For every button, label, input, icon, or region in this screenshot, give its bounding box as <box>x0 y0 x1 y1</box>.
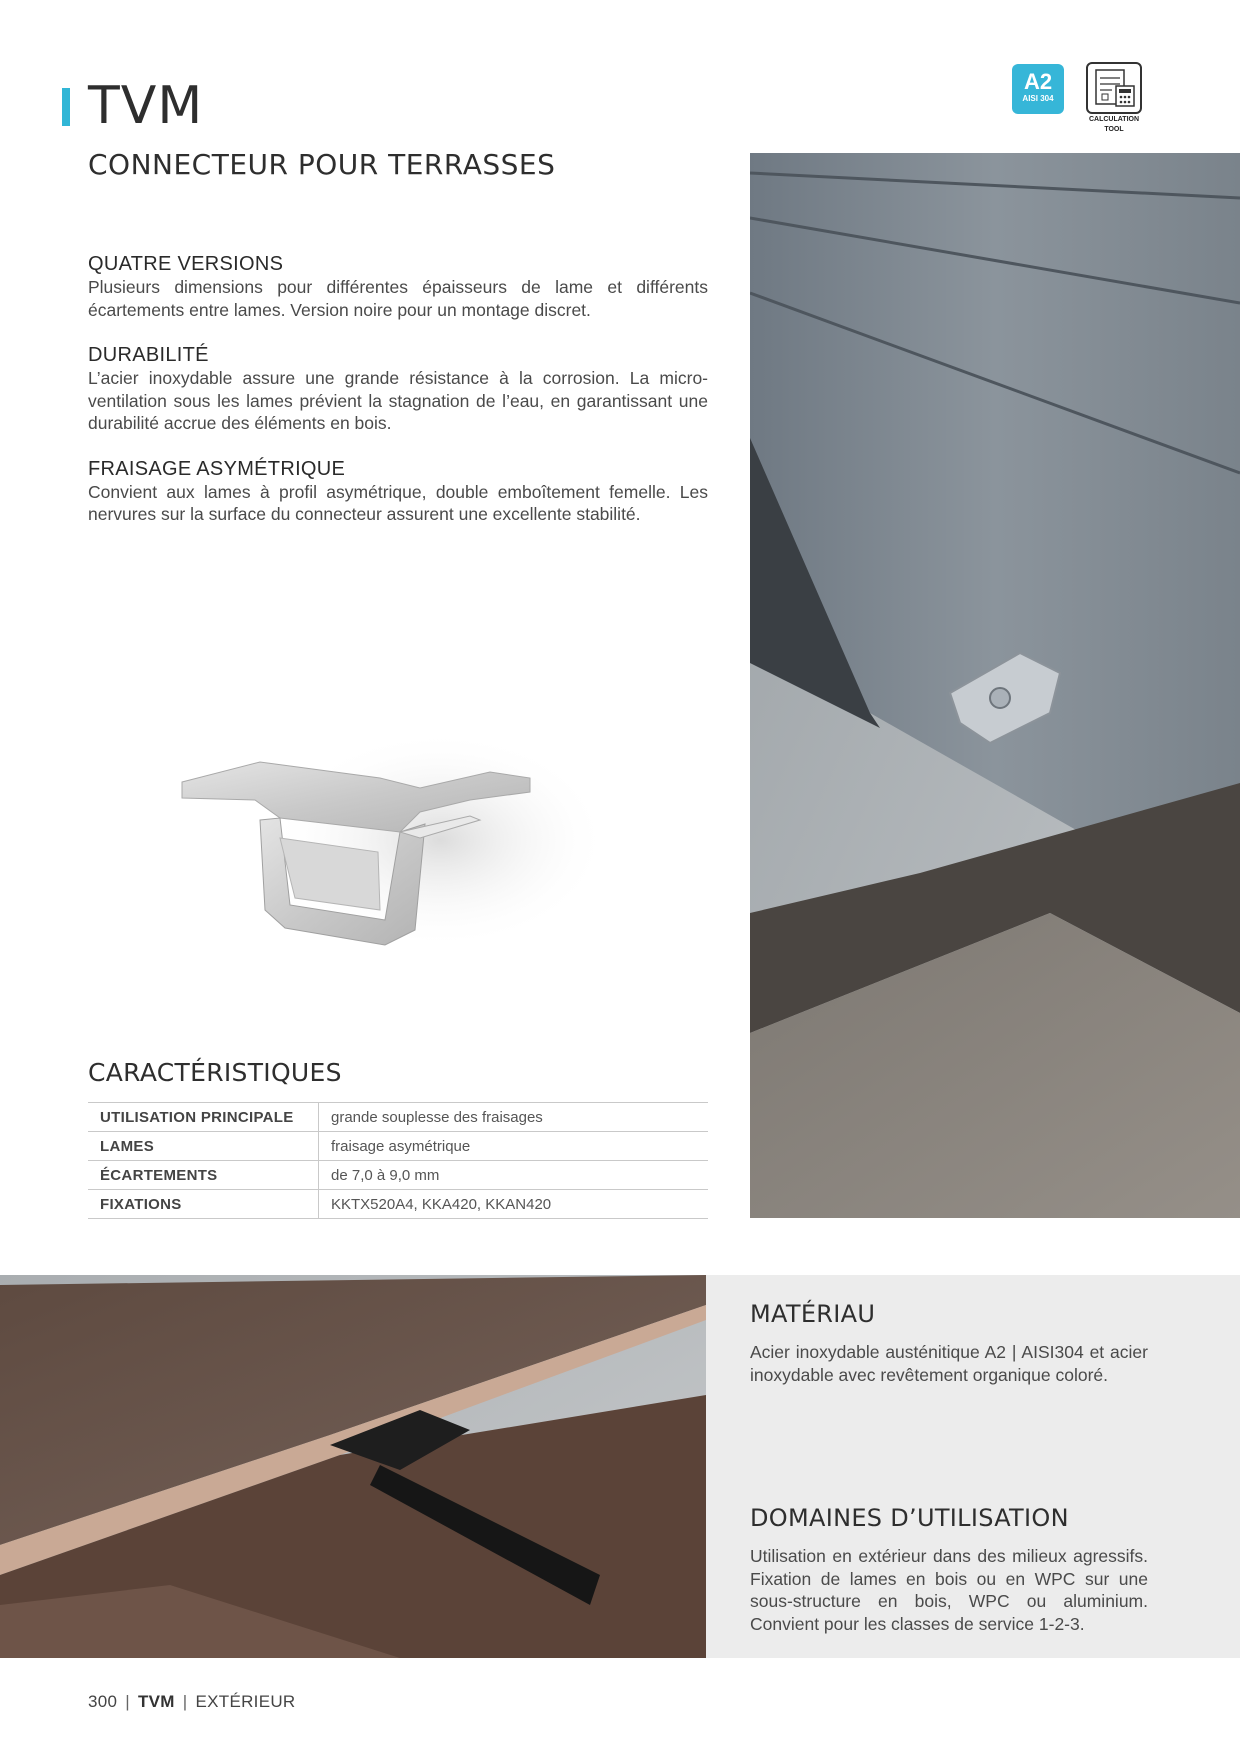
decking-photo-steel <box>750 153 1240 1218</box>
feature-title: FRAISAGE ASYMÉTRIQUE <box>88 457 346 480</box>
table-key: FIXATIONS <box>88 1190 319 1219</box>
characteristics-title: CARACTÉRISTIQUES <box>88 1058 342 1087</box>
material-badge-main: A2 <box>1023 69 1053 94</box>
material-badge <box>1012 64 1064 114</box>
table-key: UTILISATION PRINCIPALE <box>88 1103 319 1132</box>
table-value: KKTX520A4, KKA420, KKAN420 <box>319 1190 709 1219</box>
table-row <box>88 1161 708 1190</box>
feature-title: QUATRE VERSIONS <box>88 253 284 275</box>
material-title: MATÉRIAU <box>750 1300 876 1328</box>
page-footer: 300 | TVM | EXTÉRIEUR <box>88 1692 296 1711</box>
table-value: fraisage asymétrique <box>319 1132 709 1161</box>
table-key: ÉCARTEMENTS <box>88 1161 319 1190</box>
feature-milling <box>88 457 708 526</box>
table-row <box>88 1132 708 1161</box>
table-key: LAMES <box>88 1132 319 1161</box>
table-value: de 7,0 à 9,0 mm <box>319 1161 709 1190</box>
material-badge-sub: AISI 304 <box>1022 94 1054 103</box>
feature-versions <box>88 252 708 321</box>
connector-product-image <box>170 720 610 980</box>
usage-text: Utilisation en extérieur dans des milieux agressifs. Fixation de lames en bois ou en WPC sur une sous-structure en bois, WPC ou aluminium. Convient pour les classes de service 1-2-3. <box>750 1546 1148 1634</box>
features-list <box>88 252 708 548</box>
table-row <box>88 1103 708 1132</box>
title-accent-bar <box>62 88 70 126</box>
calculation-tool[interactable] <box>1084 62 1144 133</box>
material-text: Acier inoxydable austénitique A2 | AISI304 et acier inoxydable avec revêtement organique coloré. <box>750 1342 1148 1385</box>
page-number: 300 <box>88 1692 118 1711</box>
page-subtitle: CONNECTEUR POUR TERRASSES <box>88 148 556 181</box>
page-title: TVM <box>88 76 204 136</box>
feature-title: DURABILITÉ <box>88 344 209 366</box>
table-row <box>88 1190 708 1219</box>
calculator-icon <box>1086 62 1142 114</box>
footer-product: TVM <box>137 1692 175 1711</box>
feature-durability <box>88 343 708 435</box>
feature-text: L’acier inoxydable assure une grande résistance à la corrosion. La micro-ventilation sous les lames prévient la stagnation de l’eau, en garantissant une durabilité accrue des éléments en bois. <box>88 368 708 433</box>
calculation-tool-label-1: CALCULATION <box>1088 116 1140 123</box>
table-value: grande souplesse des fraisages <box>319 1103 709 1132</box>
usage-title: DOMAINES D’UTILISATION <box>750 1504 1069 1532</box>
footer-section: EXTÉRIEUR <box>195 1692 296 1711</box>
calculation-tool-label-2: TOOL <box>1104 126 1124 133</box>
feature-text: Plusieurs dimensions pour différentes épaisseurs de lame et différents écartements entre lames. Version noire pour un montage discret. <box>88 277 708 320</box>
decking-photo-black <box>0 1275 706 1658</box>
characteristics-table <box>88 1102 708 1219</box>
feature-text: Convient aux lames à profil asymétrique, double emboîtement femelle. Les nervures sur la surface du connecteur assurent une excellente stabilité. <box>88 481 708 524</box>
